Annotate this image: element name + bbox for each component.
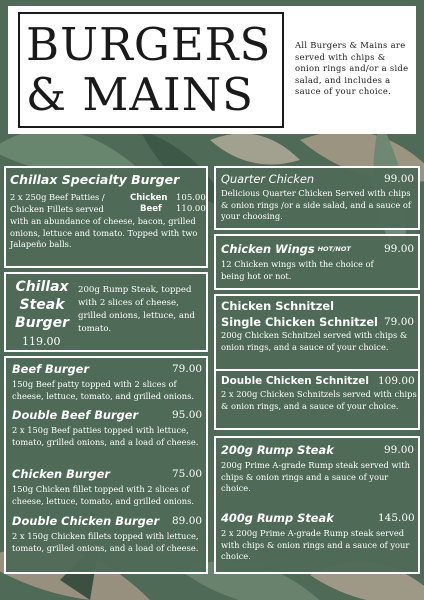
item-name-line2: Steak [19,297,65,313]
item-desc: 150g Beef patty topped with 2 slices of cheese, lettuce, tomato, and grilled onions. [12,379,194,401]
item-desc: 2 x 200g Prime A-grade Rump steak served with chips & onion rings and a sauce of your choice. [221,528,410,562]
page-title-line2: & MAINS [26,68,254,121]
item-price: 99.00 [384,173,415,185]
item-price: 79.00 [384,316,415,328]
item-name: Chillax Specialty Burger [10,172,180,187]
chicken-wings-card [214,234,420,290]
item-price: 79.00 [172,363,203,375]
specialty-burger-card [4,166,208,268]
item-desc-line2: Chicken Fillets served [10,204,104,214]
rump-steak-card [214,436,420,574]
item-name: Beef Burger [12,362,89,376]
burger-list-card [4,356,208,574]
item-price: 145.00 [378,512,415,524]
item-name-line1: Chillax [15,279,69,295]
item-price: 89.00 [172,515,203,527]
menu-header [8,6,416,134]
header-note: All Burgers & Mains are served with chips & onion rings and/or a side salad, and includes a sauce of your choice. [295,40,409,96]
item-price: 119.00 [22,335,61,348]
item-name: Double Chicken Schnitzel [221,375,369,387]
item-name [221,244,351,255]
item-name: Chicken Burger [12,467,110,481]
item-desc-line1: 2 x 250g Beef Patties / [10,192,105,202]
item-desc: 2 x 150g Beef patties topped with lettuce, tomato, grilled onions, and a load of cheese. [12,425,199,447]
section-title: Chicken Schnitzel [221,299,334,313]
item-desc: 150g Chicken fillet topped with 2 slices of cheese, lettuce, tomato, and grilled onions. [12,484,194,506]
item-desc: with an abundance of cheese, bacon, grilled onions, lettuce and tomato. Topped with two Jalapeño balls. [10,216,198,250]
item-price: 75.00 [172,468,203,480]
item-name: Quarter Chicken [221,172,315,186]
page-title-line1: BURGERS [26,18,272,71]
schnitzel-card [214,294,420,430]
item-price: 109.00 [378,375,415,387]
quarter-chicken-card [214,166,420,230]
item-desc: 12 Chicken wings with the choice of being hot or not. [221,259,374,281]
item-name: Double Beef Burger [12,408,139,422]
item-price: 99.00 [384,243,415,255]
item-desc: 2 x 200g Chicken Schnitzels served with chips & onion rings, and a sauce of your choice. [221,389,417,411]
page-title-box [18,12,284,128]
item-name: Single Chicken Schnitzel [221,315,378,329]
item-desc: 200g Rump Steak, topped with 2 slices of cheese, grilled onions, lettuce, and tomato. [78,285,196,334]
hot-not-tag: HOT/NOT [317,245,351,253]
item-name-text: Chicken Wings [221,242,315,256]
item-name: 400g Rump Steak [221,511,334,525]
item-price: 99.00 [384,444,415,456]
divider [216,369,420,371]
item-name: 200g Rump Steak [221,443,334,457]
item-desc: Delicious Quarter Chicken Served with chips & onion rings /or a side salad, and a sauce of your choosing. [221,188,411,222]
item-desc: 200g Chicken Schnitzel served with chips & onion rings, and a sauce of your choice. [221,330,408,352]
item-name: Double Chicken Burger [12,514,160,528]
option-price: 105.00 [176,193,206,203]
option-label: Chicken [130,193,168,203]
item-desc: 200g Prime A-grade Rump steak served with chips & onion rings and a sauce of your choice. [221,460,410,494]
option-price: 110.00 [176,204,206,214]
item-name-line3: Burger [15,315,69,331]
item-desc: 2 x 150g Chicken fillets topped with lettuce, tomato, grilled onions, and a load of cheese. [12,531,199,553]
steak-burger-card [4,272,208,352]
item-price: 95.00 [172,409,203,421]
option-label: Beef [140,204,162,214]
